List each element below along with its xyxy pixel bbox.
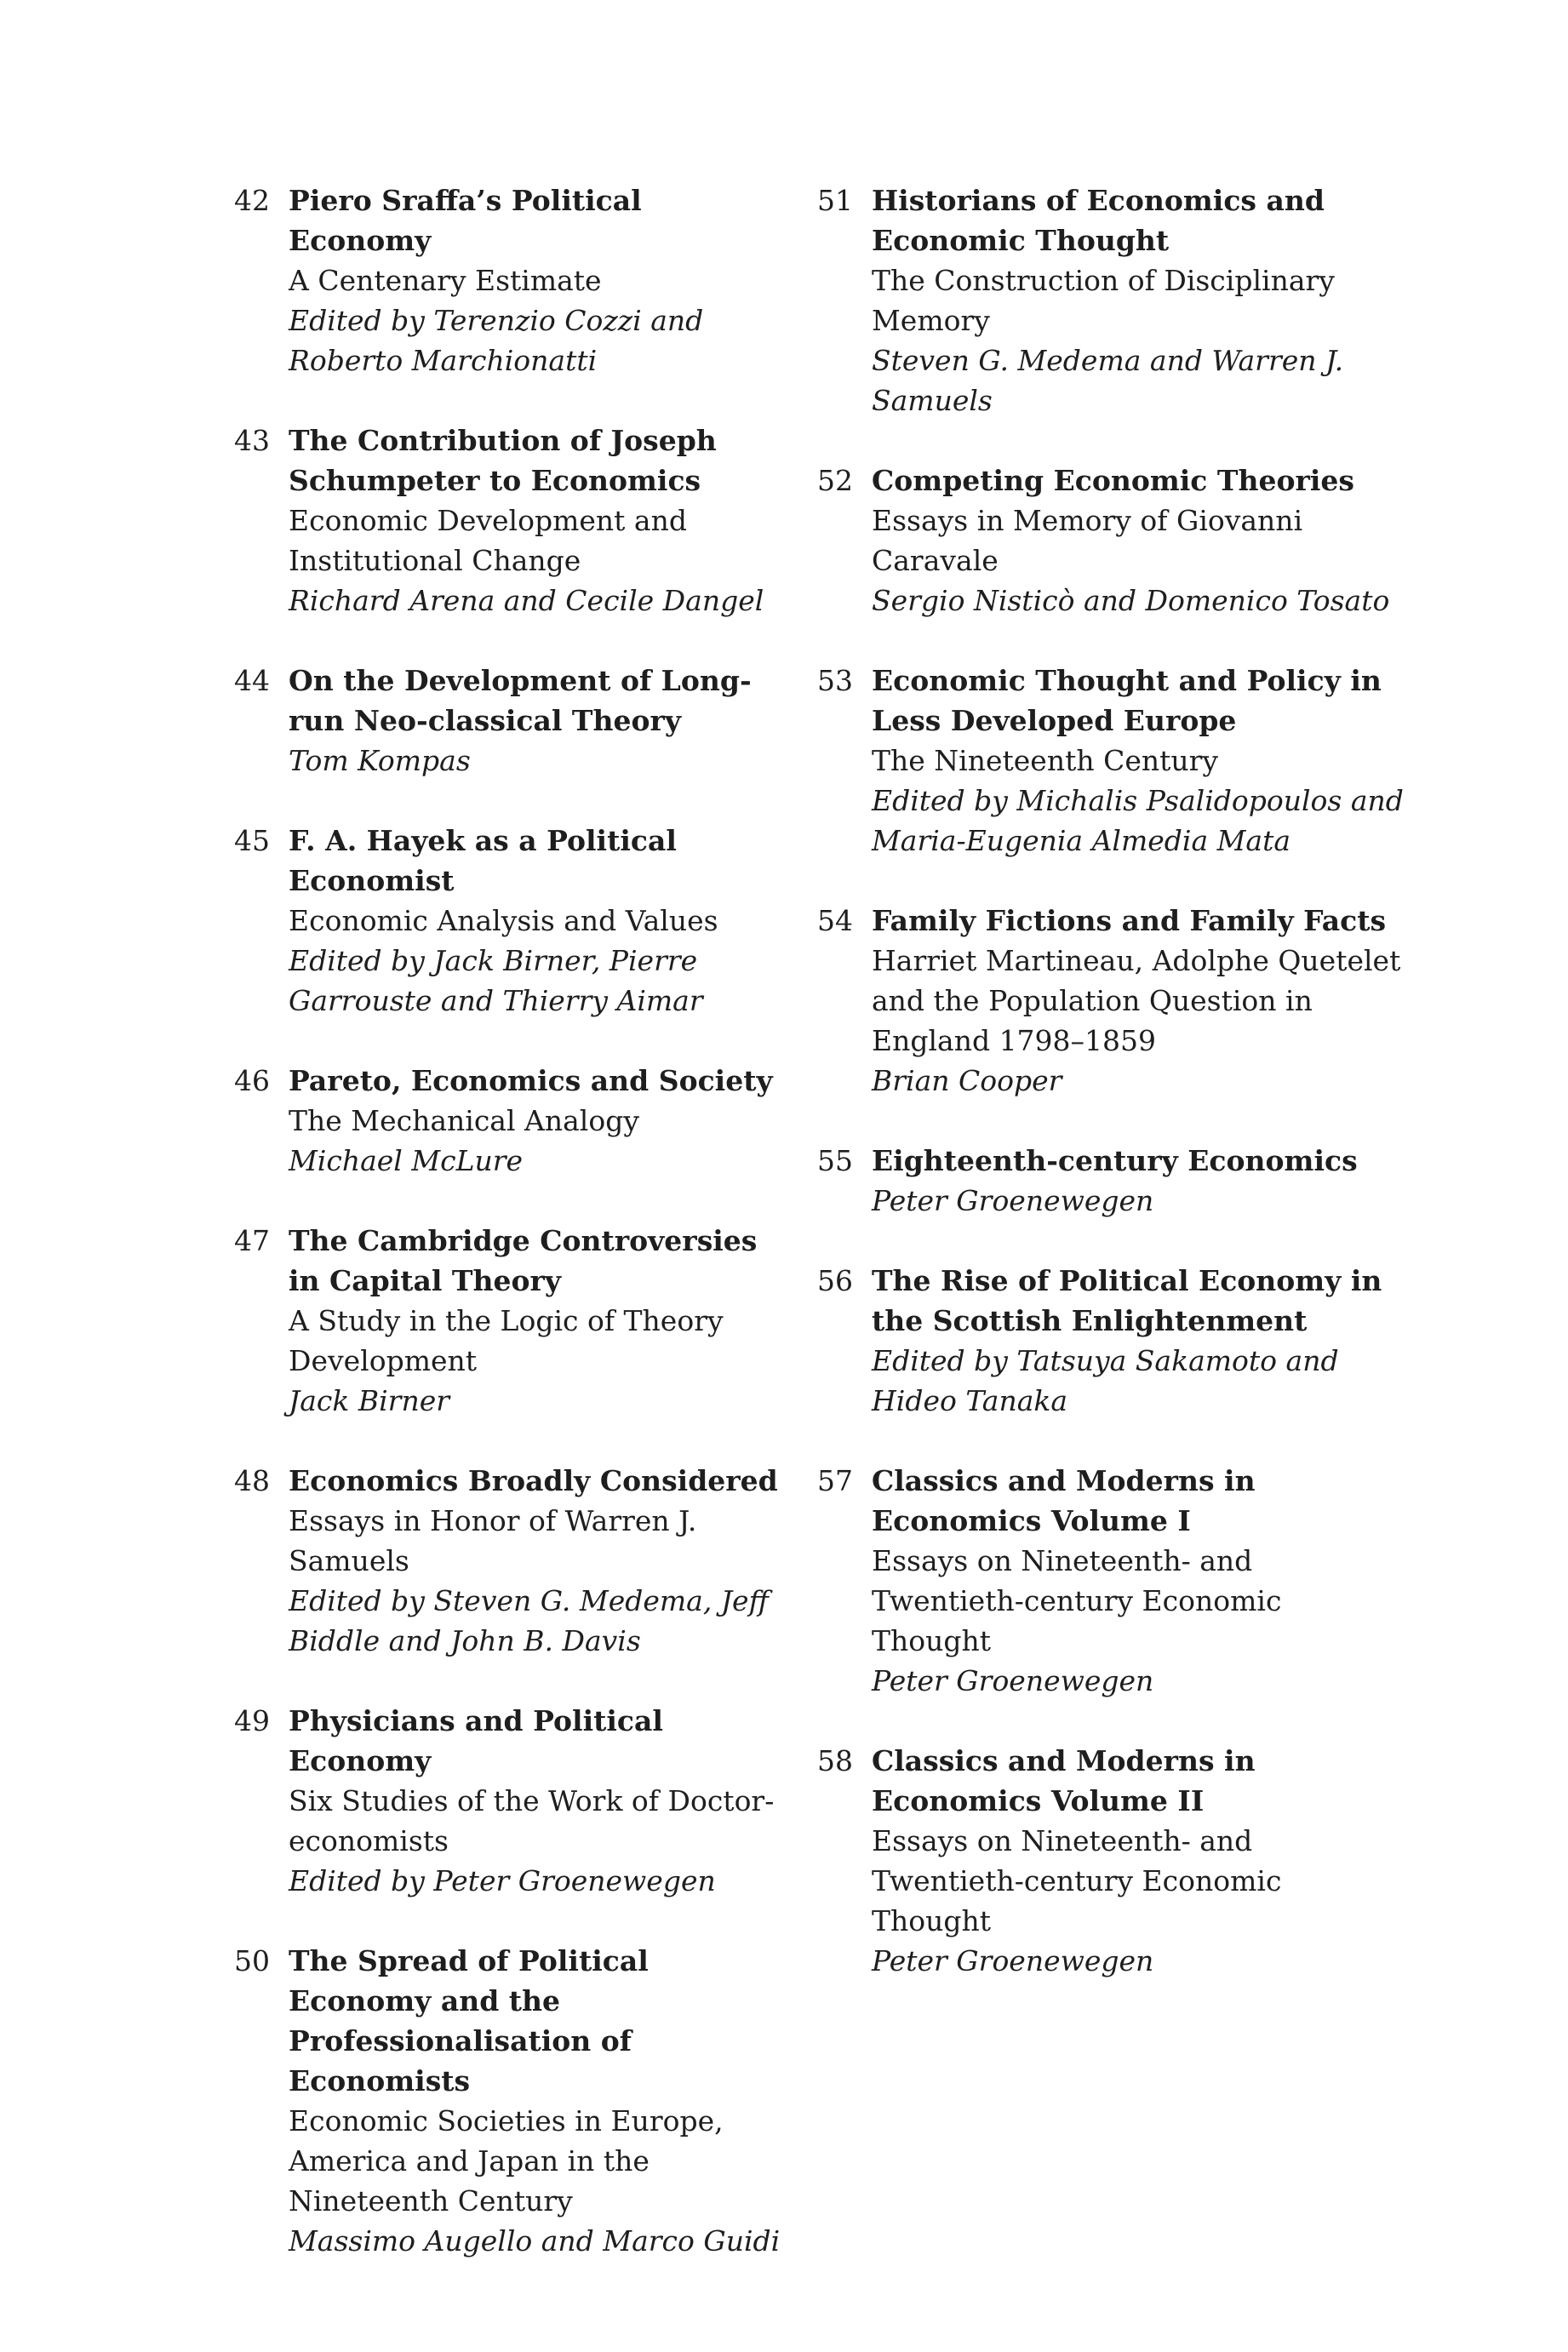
entry-title: Economics Broadly Considered [289, 1464, 778, 1497]
entry-number: 55 [817, 1144, 853, 1177]
series-entry [234, 1461, 787, 1661]
series-entry [817, 1741, 1405, 1981]
series-entry [234, 821, 787, 1021]
entry-authors: Sergio Nisticò and Domenico Tosato [872, 584, 1390, 617]
entry-authors: Edited by Steven G. Medema, Jeff Biddle and John B. Davis [289, 1584, 769, 1657]
entry-number: 57 [817, 1464, 853, 1497]
series-entry [234, 1061, 787, 1181]
entry-title: Family Fictions and Family Facts [872, 904, 1387, 937]
entry-subtitle: Essays on Nineteenth- and Twentieth-century Economic Thought [872, 1824, 1282, 1937]
entry-title: Classics and Moderns in Economics Volume II [872, 1744, 1256, 1817]
entry-number: 49 [234, 1704, 270, 1737]
series-entry [817, 661, 1405, 861]
series-entry [817, 1141, 1405, 1221]
entry-title: Piero Sraffa’s Political Economy [289, 184, 642, 257]
series-entry [817, 1261, 1405, 1421]
entry-subtitle: Essays in Honor of Warren J. Samuels [289, 1504, 697, 1577]
entry-subtitle: Six Studies of the Work of Doctor-economists [289, 1784, 775, 1857]
entry-authors: Jack Birner [289, 1384, 450, 1417]
entry-authors: Edited by Terenzio Cozzi and Roberto Marchionatti [289, 304, 704, 377]
entry-authors: Edited by Peter Groenewegen [289, 1864, 716, 1897]
entry-number: 56 [817, 1264, 853, 1297]
series-entry [234, 1941, 787, 2261]
entry-number: 44 [234, 664, 270, 697]
entry-authors: Massimo Augello and Marco Guidi [289, 2224, 781, 2258]
left-column [234, 180, 787, 2301]
entry-subtitle: Economic Development and Institutional Change [289, 504, 687, 577]
entry-number: 51 [817, 184, 853, 217]
series-entry [234, 1701, 787, 1901]
entry-subtitle: Harriet Martineau, Adolphe Quetelet and the Population Question in England 1798–1859 [872, 944, 1401, 1057]
entry-title: Eighteenth-century Economics [872, 1144, 1358, 1177]
entry-title: Competing Economic Theories [872, 464, 1354, 497]
entry-authors: Peter Groenewegen [872, 1664, 1154, 1697]
entry-title: The Rise of Political Economy in the Scottish Enlightenment [872, 1264, 1382, 1337]
series-entry [234, 1221, 787, 1421]
entry-authors: Edited by Michalis Psalidopoulos and Maria-Eugenia Almedia Mata [872, 784, 1404, 857]
entry-title: On the Development of Long-run Neo-classical Theory [289, 664, 752, 737]
entry-authors: Steven G. Medema and Warren J. Samuels [872, 344, 1344, 417]
entry-subtitle: Economic Analysis and Values [289, 904, 718, 937]
entry-number: 42 [234, 184, 270, 217]
entry-title: The Cambridge Controversies in Capital Theory [289, 1224, 758, 1297]
entry-authors: Richard Arena and Cecile Dangel [289, 584, 764, 617]
entry-title: Classics and Moderns in Economics Volume I [872, 1464, 1256, 1537]
series-entry [817, 180, 1405, 421]
entry-subtitle: Essays on Nineteenth- and Twentieth-century Economic Thought [872, 1544, 1282, 1657]
series-entry [234, 421, 787, 621]
entry-subtitle: The Mechanical Analogy [289, 1104, 639, 1137]
entry-number: 58 [817, 1744, 853, 1777]
entry-subtitle: Essays in Memory of Giovanni Caravale [872, 504, 1303, 577]
entry-title: The Spread of Political Economy and the Professionalisation of Economists [289, 1944, 649, 2097]
entry-number: 46 [234, 1064, 270, 1097]
series-entry [234, 180, 787, 381]
entry-authors: Brian Cooper [872, 1064, 1062, 1097]
entry-number: 53 [817, 664, 853, 697]
entry-subtitle: The Construction of Disciplinary Memory [872, 264, 1335, 337]
entry-subtitle: Economic Societies in Europe, America and Japan in the Nineteenth Century [289, 2104, 724, 2218]
entry-title: Pareto, Economics and Society [289, 1064, 773, 1097]
entry-number: 48 [234, 1464, 270, 1497]
entry-subtitle: A Study in the Logic of Theory Development [289, 1304, 724, 1377]
entry-authors: Michael McLure [289, 1144, 524, 1177]
series-entry [817, 901, 1405, 1101]
series-entry [817, 1461, 1405, 1701]
entry-title: Physicians and Political Economy [289, 1704, 663, 1777]
entry-authors: Peter Groenewegen [872, 1184, 1154, 1217]
entry-authors: Edited by Jack Birner, Pierre Garrouste and Thierry Aimar [289, 944, 703, 1017]
entry-title: Historians of Economics and Economic Thought [872, 184, 1325, 257]
right-column [817, 180, 1405, 2021]
series-entry [817, 461, 1405, 621]
entry-subtitle: The Nineteenth Century [872, 744, 1219, 777]
entry-subtitle: A Centenary Estimate [289, 264, 602, 297]
entry-number: 50 [234, 1944, 270, 1977]
entry-title: The Contribution of Joseph Schumpeter to Economics [289, 424, 717, 497]
entry-number: 45 [234, 824, 270, 857]
entry-authors: Edited by Tatsuya Sakamoto and Hideo Tanaka [872, 1344, 1339, 1417]
series-entry [234, 661, 787, 781]
entry-number: 43 [234, 424, 270, 457]
entry-number: 47 [234, 1224, 270, 1257]
entry-title: Economic Thought and Policy in Less Developed Europe [872, 664, 1382, 737]
entry-authors: Tom Kompas [289, 744, 471, 777]
entry-number: 54 [817, 904, 853, 937]
entry-number: 52 [817, 464, 853, 497]
entry-authors: Peter Groenewegen [872, 1944, 1154, 1977]
entry-title: F. A. Hayek as a Political Economist [289, 824, 677, 897]
